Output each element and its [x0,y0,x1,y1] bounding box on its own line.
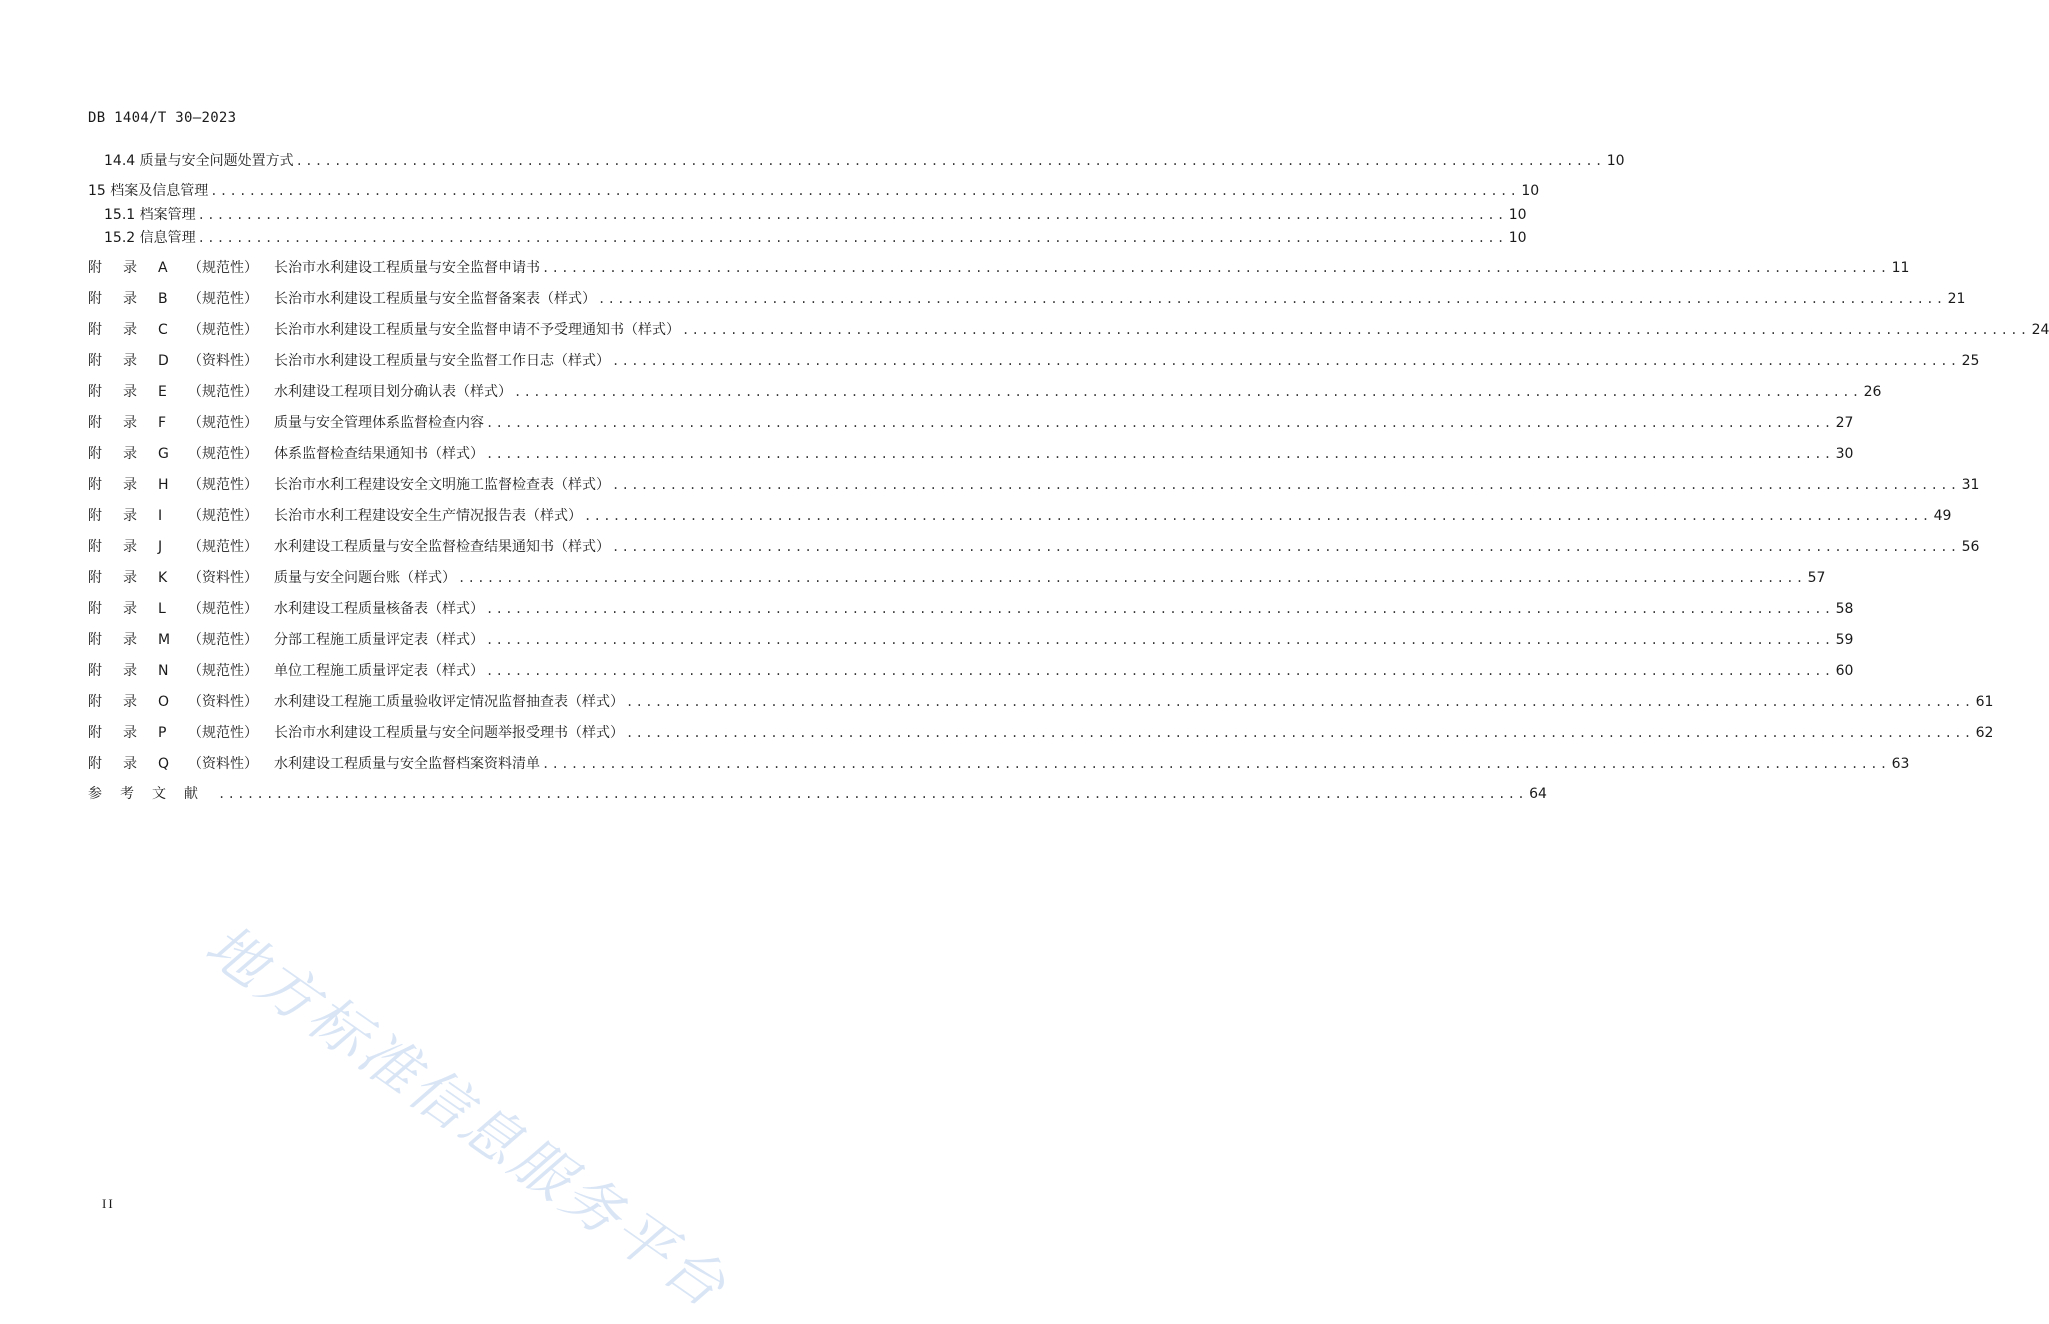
appendix-title: 长治市水利建设工程质量与安全监督申请不予受理通知书（样式） [274,322,680,338]
toc-entry-page: 58 [1835,601,1854,617]
dot-leader: ........................................................................................................................................ [197,208,1507,222]
appendix-nature: （资料性） [188,353,258,369]
toc-entry-appendix-j[interactable] [88,537,1980,557]
dot-leader: ............................................................................................................................................ [626,695,1974,709]
appendix-heading [88,537,610,557]
toc-entry-title: 14.4 质量与安全问题处置方式 [104,153,294,169]
toc-entry-appendix-g[interactable] [88,444,1854,464]
toc-entry-page: 31 [1961,477,1980,493]
appendix-nature: （规范性） [188,477,258,493]
appendix-label: 附 录 [88,632,137,648]
appendix-nature: （规范性） [188,384,258,400]
appendix-nature: （规范性） [188,260,258,276]
dot-leader: ........................................................................................................................................ [218,787,1527,801]
toc-entry-appendix-e[interactable] [88,382,1882,402]
appendix-label: 附 录 [88,508,137,524]
appendix-nature: （规范性） [188,322,258,338]
appendix-letter: K [158,570,168,586]
appendix-heading [88,723,624,743]
appendix-title: 水利建设工程项目划分确认表（样式） [274,384,512,400]
appendix-heading [88,320,680,340]
appendix-heading [88,289,596,309]
appendix-letter: F [158,415,167,431]
appendix-label: 附 录 [88,663,137,679]
appendix-heading [88,630,484,650]
appendix-letter: A [158,260,168,276]
appendix-heading [88,444,484,464]
appendix-letter: G [158,446,169,462]
toc-entry-page: 49 [1933,508,1952,524]
dot-leader: ............................................................................................................................................ [612,478,1960,492]
toc-entry-15-2[interactable] [104,228,1527,248]
dot-leader: ............................................................................................................................................ [458,571,1806,585]
dot-leader: ............................................................................................................................................ [486,633,1834,647]
dot-leader: ............................................................................................................................................ [486,416,1834,430]
appendix-heading [88,568,456,588]
appendix-title: 长治市水利建设工程质量与安全监督工作日志（样式） [274,353,610,369]
appendix-title: 长治市水利工程建设安全文明施工监督检查表（样式） [274,477,610,493]
appendix-nature: （规范性） [188,415,258,431]
document-code: DB 1404/T 30—2023 [88,110,237,126]
toc-entry-14-4[interactable] [104,151,1625,171]
appendix-label: 附 录 [88,756,137,772]
toc-entry-page: 26 [1863,384,1882,400]
dot-leader: ........................................................................................................................................ [197,231,1507,245]
appendix-heading [88,599,484,619]
toc-entry-appendix-l[interactable] [88,599,1854,619]
references-label: 参 考 文 献 [88,786,198,802]
appendix-nature: （规范性） [188,508,258,524]
toc-entry-appendix-c[interactable] [88,320,2049,340]
dot-leader: ............................................................................................................................................ [612,540,1960,554]
toc-entry-page: 25 [1961,353,1980,369]
appendix-title: 长治市水利建设工程质量与安全监督申请书 [274,260,540,276]
appendix-heading [88,661,484,681]
appendix-label: 附 录 [88,415,137,431]
toc-entry-appendix-b[interactable] [88,289,1966,309]
dot-leader: ............................................................................................................................................ [486,664,1834,678]
toc-entry-page: 11 [1891,260,1910,276]
appendix-nature: （规范性） [188,663,258,679]
appendix-heading [88,258,540,278]
appendix-nature: （资料性） [188,756,258,772]
toc-entry-page: 27 [1835,415,1854,431]
appendix-letter: I [158,508,163,524]
appendix-label: 附 录 [88,353,137,369]
appendix-heading [88,506,582,526]
appendix-nature: （资料性） [188,694,258,710]
appendix-label: 附 录 [88,260,137,276]
appendix-letter: L [158,601,166,617]
dot-leader: ............................................................................................................................................ [682,323,2030,337]
appendix-label: 附 录 [88,477,137,493]
toc-entry-page: 24 [2031,322,2049,338]
dot-leader: ............................................................................................................................................ [486,447,1834,461]
dot-leader: ............................................................................................................................................ [542,261,1890,275]
appendix-title: 质量与安全问题台账（样式） [274,570,456,586]
toc-entry-page: 10 [1521,183,1540,199]
appendix-letter: M [158,632,171,648]
appendix-title: 水利建设工程质量与安全监督档案资料清单 [274,756,540,772]
appendix-letter: D [158,353,169,369]
dot-leader: ............................................................................................................................................ [612,354,1960,368]
toc-entry-page: 30 [1835,446,1854,462]
appendix-label: 附 录 [88,694,137,710]
appendix-letter: E [158,384,167,400]
toc-entry-page: 59 [1835,632,1854,648]
appendix-letter: J [158,539,163,555]
appendix-title: 水利建设工程质量与安全监督检查结果通知书（样式） [274,539,610,555]
toc-entry-page: 60 [1835,663,1854,679]
toc-entry-page: 10 [1606,153,1625,169]
dot-leader: ............................................................................................................................................ [584,509,1932,523]
toc-entry-appendix-a[interactable] [88,258,1910,278]
appendix-letter: Q [158,756,170,772]
appendix-heading [88,475,610,495]
toc-entry-page: 63 [1891,756,1910,772]
appendix-label: 附 录 [88,446,137,462]
page-number: II [102,1196,115,1211]
appendix-title: 质量与安全管理体系监督检查内容 [274,415,484,431]
appendix-heading [88,413,484,433]
appendix-title: 长治市水利工程建设安全生产情况报告表（样式） [274,508,582,524]
appendix-title: 单位工程施工质量评定表（样式） [274,663,484,679]
appendix-title: 长治市水利建设工程质量与安全监督备案表（样式） [274,291,596,307]
dot-leader: ............................................................................................................................................ [542,757,1890,771]
toc-entry-appendix-d[interactable] [88,351,1980,371]
appendix-title: 长治市水利建设工程质量与安全问题举报受理书（样式） [274,725,624,741]
appendix-nature: （规范性） [188,725,258,741]
appendix-heading [88,351,610,371]
appendix-nature: （规范性） [188,291,258,307]
toc-entry-appendix-f[interactable] [88,413,1854,433]
toc-entry-page: 61 [1975,694,1994,710]
appendix-letter: H [158,477,169,493]
appendix-nature: （规范性） [188,446,258,462]
appendix-nature: （规范性） [188,601,258,617]
toc-entry-title: 15.1 档案管理 [104,207,196,223]
appendix-nature: （规范性） [188,632,258,648]
appendix-letter: C [158,322,168,338]
appendix-nature: （规范性） [188,539,258,555]
toc-entry-title: 15 档案及信息管理 [88,183,209,199]
appendix-letter: B [158,291,168,307]
appendix-label: 附 录 [88,570,137,586]
appendix-label: 附 录 [88,601,137,617]
toc-entry-page: 10 [1508,207,1527,223]
toc-entry-15[interactable] [88,181,1540,201]
toc-entry-appendix-n[interactable] [88,661,1854,681]
dot-leader: ............................................................................................................................................ [514,385,1862,399]
appendix-title: 水利建设工程施工质量验收评定情况监督抽查表（样式） [274,694,624,710]
appendix-title: 体系监督检查结果通知书（样式） [274,446,484,462]
toc-entry-title: 15.2 信息管理 [104,230,196,246]
dot-leader: ............................................................................................................................................ [626,726,1974,740]
dot-leader: ............................................................................................................................................ [486,602,1834,616]
appendix-label: 附 录 [88,539,137,555]
toc-entry-page: 10 [1508,230,1527,246]
toc-entry-page: 62 [1975,725,1994,741]
toc-entry-page: 57 [1807,570,1826,586]
watermark: 地方标准信息服务平台 [193,910,741,1322]
appendix-title: 分部工程施工质量评定表（样式） [274,632,484,648]
toc-entry-appendix-k[interactable] [88,568,1826,588]
toc-entry-page: 64 [1529,786,1547,802]
toc-entry-page: 21 [1947,291,1966,307]
appendix-heading [88,754,540,774]
appendix-letter: N [158,663,169,679]
appendix-label: 附 录 [88,291,137,307]
appendix-letter: O [158,694,170,710]
toc-entry-appendix-i[interactable] [88,506,1952,526]
appendix-label: 附 录 [88,322,137,338]
dot-leader: ........................................................................................................................................ [295,154,1605,168]
toc-entry-appendix-h[interactable] [88,475,1980,495]
appendix-label: 附 录 [88,384,137,400]
appendix-heading [88,692,624,712]
toc-entry-page: 56 [1961,539,1980,555]
toc-entry-appendix-o[interactable] [88,692,1994,712]
dot-leader: ............................................................................................................................................ [598,292,1946,306]
dot-leader: ........................................................................................................................................ [210,184,1520,198]
toc-entry-appendix-q[interactable] [88,754,1910,774]
appendix-label: 附 录 [88,725,137,741]
appendix-heading [88,382,512,402]
appendix-title: 水利建设工程质量核备表（样式） [274,601,484,617]
toc-entry-15-1[interactable] [104,205,1527,225]
appendix-nature: （资料性） [188,570,258,586]
toc-entry-references[interactable] [88,784,1547,804]
toc-entry-appendix-p[interactable] [88,723,1994,743]
toc-entry-appendix-m[interactable] [88,630,1854,650]
appendix-letter: P [158,725,167,741]
